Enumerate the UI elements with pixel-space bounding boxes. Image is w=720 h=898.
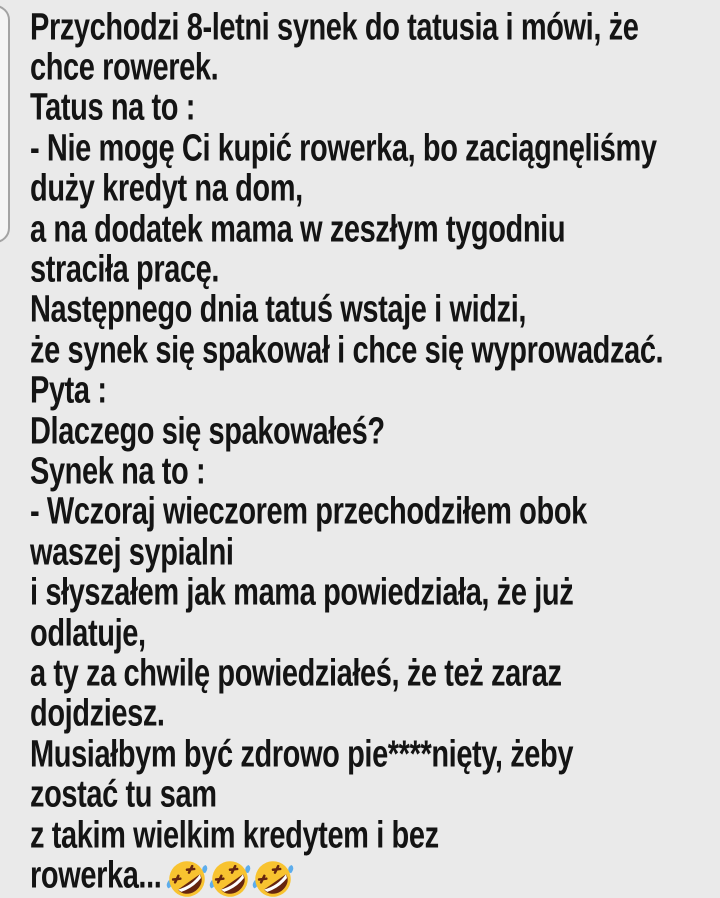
story-line-text: Synek na to :: [30, 451, 206, 493]
rofl-emoji: [209, 858, 251, 898]
story-line-text: i słyszałem jak mama powiedziała, że już: [30, 572, 574, 614]
emoji-row: [165, 852, 294, 898]
story-line: [30, 775, 720, 815]
story-line: [30, 614, 720, 654]
rofl-emoji: [252, 858, 294, 898]
story-line: [30, 250, 720, 290]
story-line-text: odlatuje,: [30, 612, 146, 655]
chat-bubble-edge: [0, 5, 10, 243]
story-line-text: zostać tu sam: [30, 774, 217, 816]
story-line-text: Dlaczego się spakowałeś?: [30, 410, 385, 453]
joke-text-block: [30, 0, 720, 897]
story-line: [30, 291, 720, 331]
story-line-last: [30, 856, 720, 896]
story-line-text: a na dodatek mama w zeszłym tygodniu: [30, 208, 566, 251]
story-line: [30, 493, 720, 533]
story-line-text: Następnego dnia tatuś wstaje i widzi,: [30, 289, 527, 332]
story-line-text: straciła pracę.: [30, 249, 220, 291]
story-line: [30, 573, 720, 613]
story-line: [30, 816, 720, 856]
story-line-text: że synek się spakował i chce się wyprowadzać.: [30, 329, 664, 372]
story-line-text: Pyta :: [30, 370, 107, 412]
story-line: [30, 48, 720, 88]
story-line-text: Przychodzi 8-letni synek do tatusia i mówi, że: [30, 6, 639, 49]
story-line: [30, 89, 720, 129]
story-line: [30, 210, 720, 250]
story-line-text: - Wczoraj wieczorem przechodziłem obok: [30, 491, 587, 534]
story-line: [30, 695, 720, 735]
story-line-text: z takim wielkim kredytem i bez: [30, 814, 439, 857]
story-line: [30, 129, 720, 169]
story-line: [30, 654, 720, 694]
story-line: [30, 8, 720, 48]
story-line: [30, 331, 720, 371]
story-line-text: rowerka...: [30, 854, 162, 897]
story-line-text: a ty za chwilę powiedziałeś, że też zaraz: [30, 652, 562, 695]
story-line-text: - Nie mogę Ci kupić rowerka, bo zaciągnęliśmy: [30, 127, 657, 170]
story-line-text: dojdziesz.: [30, 693, 165, 735]
story-line: [30, 372, 720, 412]
story-line: [30, 735, 720, 775]
story-line-text: waszej sypialni: [30, 531, 234, 574]
story-line: [30, 452, 720, 492]
story-line: [30, 533, 720, 573]
story-line-text: duży kredyt na dom,: [30, 168, 303, 210]
story-line-text: Tatus na to :: [30, 87, 196, 130]
rofl-emoji: [166, 858, 208, 898]
story-line-text: Musiałbym być zdrowo pie****nięty, żeby: [30, 733, 574, 776]
story-line: [30, 412, 720, 452]
story-line-text: chce rowerek.: [30, 47, 219, 89]
story-line: [30, 170, 720, 210]
